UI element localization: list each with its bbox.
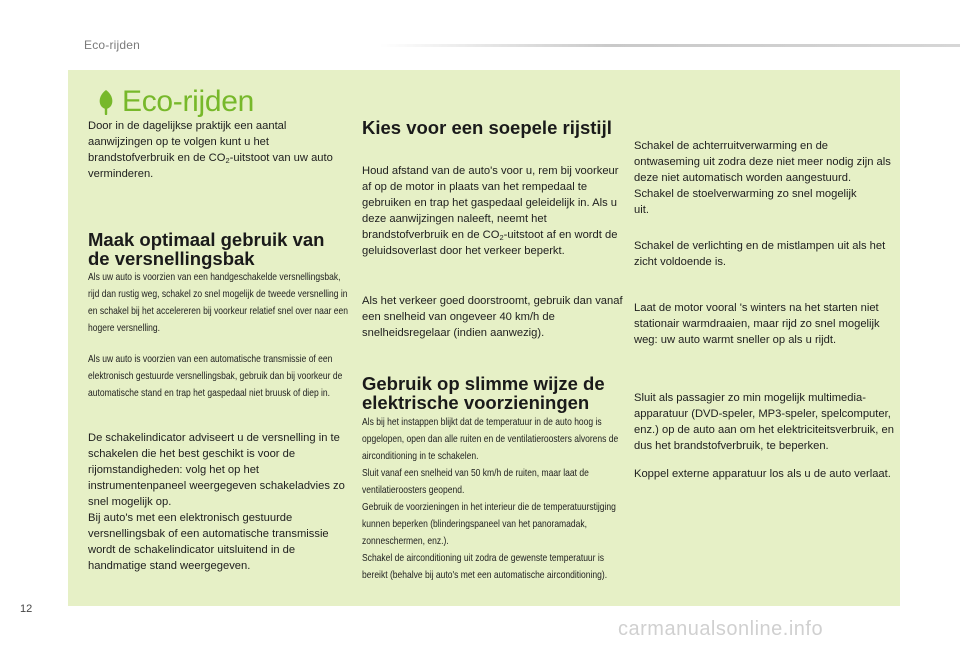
intro-paragraph: Door in de dagelijkse praktijk een aantal aanwijzingen op te volgen kunt u het brandstofverbruik en de $CO_2$-uitstoot van uw auto verminderen. — [88, 120, 333, 180]
electrical-tip: Schakel de airconditioning uit zodra de gewenste temperatuur is bereikt (behalve bij auto's met een automatische airconditioning). — [362, 553, 608, 581]
electrical-tip: Gebruik de voorzieningen in het interieur die de temperatuurstijging kunnen beperken (blinderingspaneel van het panoramadak, zonneschermen, enz.). — [362, 502, 616, 547]
shift-indicator-auto-text: Bij auto's met een elektronisch gestuurde versnellingsbak of een automatische transmissie wordt de schakelindicator uitsluitend in de handmatige stand weergegeven. — [88, 512, 329, 572]
leaf-icon — [96, 89, 116, 115]
disconnect-devices-text: Koppel externe apparatuur los als u de auto verlaat. — [634, 468, 891, 480]
driving-style-title: Kies voor een soepele rijstijl — [362, 117, 612, 138]
section-heading — [96, 84, 254, 120]
driving-style-text: Houd afstand van de auto's voor u, rem bij voorkeur af op de motor in plaats van het rempedaal te gebruiken en trap het gaspedaal geleidelijk in. Als u deze aanwijzingen naleeft, neemt het brandstofverbruik en de $CO_2$-uitstoot af en wordt de geluidsoverlast door het verkeer beperkt. — [362, 165, 619, 257]
cruise-control-text: Als het verkeer goed doorstroomt, gebruik dan vanaf een snelheid van ongeveer 40 km/h de snelheidsregelaar (indien aanwezig). — [362, 295, 623, 339]
page-number: 12 — [20, 603, 33, 615]
electrical-tip: Als bij het instappen blijkt dat de temperatuur in de auto hoog is opgelopen, open dan alle ruiten en de ventilatieroosters alvorens de airconditioning in te schakelen. — [362, 417, 619, 462]
electrical-title: Gebruik op slimme wijze de elektrische voorzieningen — [362, 373, 605, 413]
gearbox-automatic-text: Als uw auto is voorzien van een automatische transmissie of een elektronisch gestuurde versnellingsbak, gebruik dan bij voorkeur de automatische stand en trap het gaspedaal niet bruusk of diep in. — [88, 354, 343, 399]
header-divider — [380, 44, 960, 47]
page-title: Eco-rijden — [122, 85, 255, 118]
gearbox-manual-text: Als uw auto is voorzien van een handgeschakelde versnellingsbak, rijd dan rustig weg, schakel zo snel mogelijk de tweede versnelling in en schakel bij het accelereren bij voorkeur relatief snel over naar een hogere versnelling. — [88, 272, 349, 334]
header-title: Eco-rijden — [84, 38, 141, 52]
electrical-tips — [362, 414, 624, 584]
electrical-tip: Sluit vanaf een snelheid van 50 km/h de ruiten, maar laat de ventilatieroosters geopend. — [362, 468, 589, 496]
rear-heating-text: Schakel de achterruitverwarming en de ontwaseming uit zodra deze niet meer nodig zijn als deze niet automatisch worden aangestuurd. — [634, 140, 891, 184]
multimedia-text: Sluit als passagier zo min mogelijk multimedia-apparatuur (DVD-speler, MP3-speler, spelcomputer, enz.) op de auto aan om het elektriciteitsverbruik, en dus het brandstofverbruik, te beperken. — [634, 392, 894, 452]
watermark: carmanualsonline.info — [618, 618, 824, 640]
seat-heating-text: Schakel de stoelverwarming zo snel mogelijk uit. — [634, 188, 857, 216]
shift-indicator-text: De schakelindicator adviseert u de versnelling in te schakelen die het best geschikt is voor de rijomstandigheden: volg het op het instrumentenpaneel weergegeven schakeladvies zo snel mogelijk op. — [88, 432, 345, 508]
lights-text: Schakel de verlichting en de mistlampen uit als het zicht voldoende is. — [634, 240, 886, 268]
engine-warmup-text: Laat de motor vooral 's winters na het starten niet stationair warmdraaien, maar rijd zo snel mogelijk weg: uw auto warmt sneller op als u rijdt. — [634, 302, 880, 346]
gearbox-title: Maak optimaal gebruik van de versnellingsbak — [88, 229, 325, 269]
